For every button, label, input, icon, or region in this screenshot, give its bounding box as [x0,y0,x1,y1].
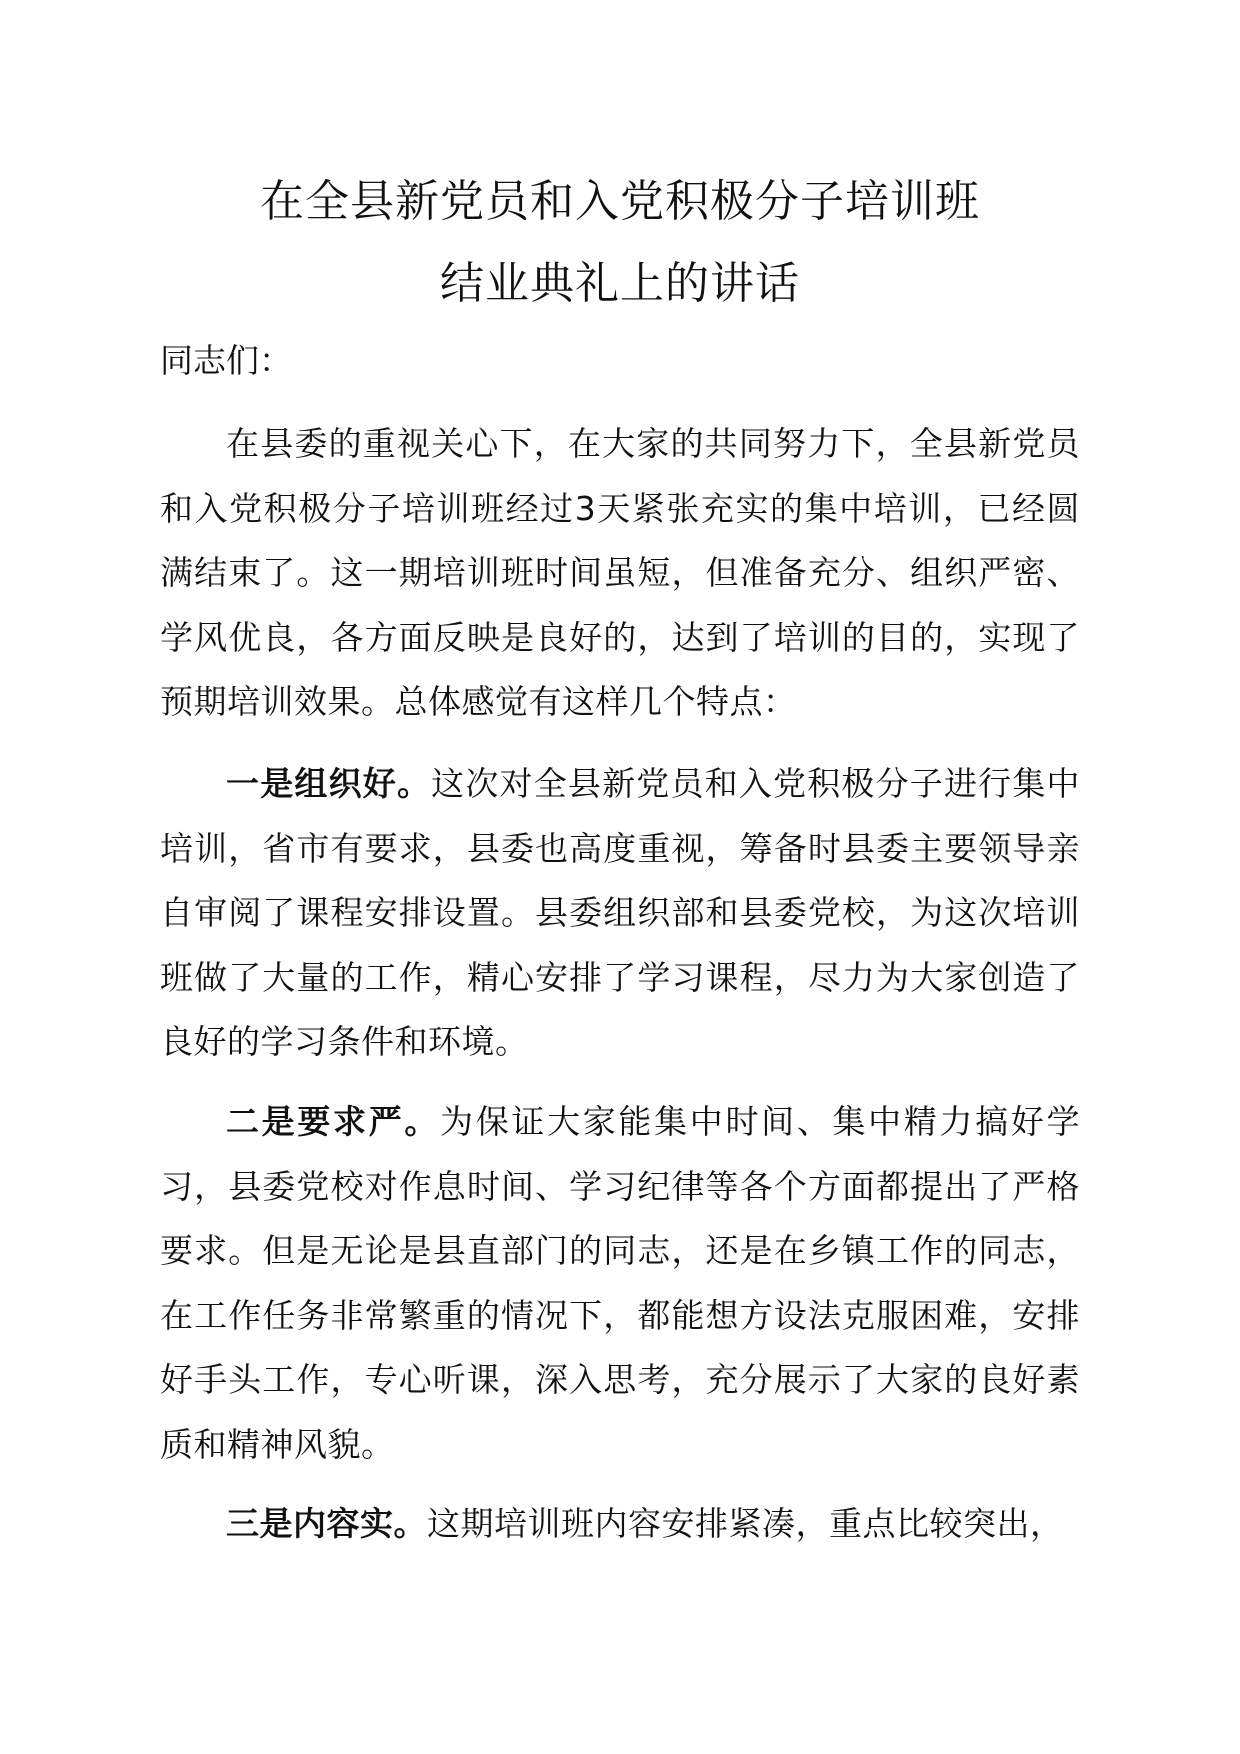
document-title-line2: 结业典礼上的讲话 [440,258,800,309]
paragraph-lead: 一是组织好。 [226,764,432,803]
paragraph-text: 这期培训班内容安排紧凑，重点比较突出， [427,1504,1064,1543]
paragraph-text: 这次对全县新党员和入党积极分子进行集中培训，省市有要求，县委也高度重视，筹备时县委主要领导亲自审阅了课程安排设置。县委组织部和县委党校，为这次培训班做了大量的工作，精心安排了学习课程，尽力为大家创造了良好的学习条件和环境。 [160,764,1080,1061]
paragraph-intro [160,412,1080,735]
paragraph-text: 在县委的重视关心下，在大家的共同努力下，全县新党员和入党积极分子培训班经过3天紧张充实的集中培训，已经圆满结束了。这一期培训班时间虽短，但准备充分、组织严密、学风优良，各方面反映是良好的，达到了培训的目的，实现了预期培训效果。总体感觉有这样几个特点： [160,424,1080,721]
paragraph-point-1 [160,752,1080,1075]
paragraph-text: 为保证大家能集中时间、集中精力搞好学习，县委党校对作息时间、学习纪律等各个方面都提出了严格要求。但是无论是县直部门的同志，还是在乡镇工作的同志，在工作任务非常繁重的情况下，都能想方设法克服困难，安排好手头工作，专心听课，深入思考，充分展示了大家的良好素质和精神风貌。 [160,1102,1081,1464]
paragraph-point-3 [160,1492,1080,1557]
paragraph-lead: 二是要求严。 [226,1102,441,1141]
salutation: 同志们： [160,341,292,380]
document-title-line1: 在全县新党员和入党积极分子培训班 [260,176,980,227]
paragraph-lead: 三是内容实。 [226,1504,427,1543]
paragraph-point-2 [160,1090,1080,1477]
